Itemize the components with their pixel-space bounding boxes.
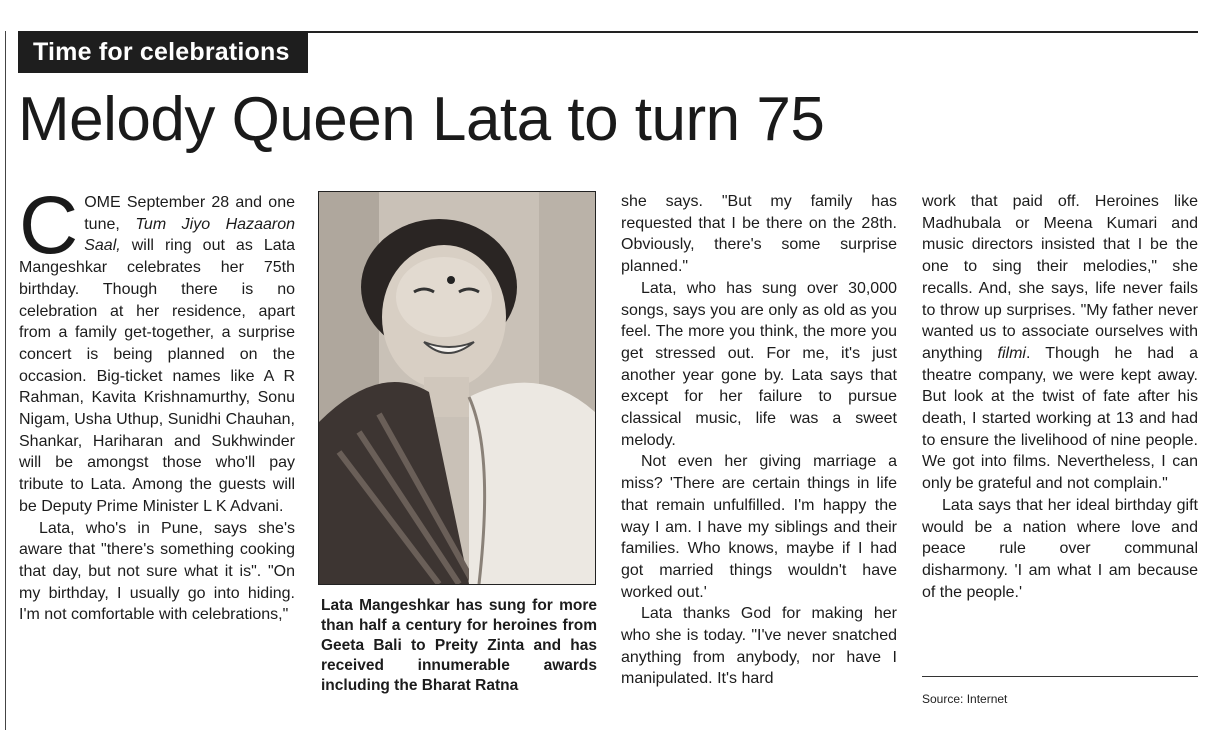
drop-cap: C xyxy=(19,180,79,271)
paragraph-4: Lata, who has sung over 30,000 songs, says you are only as old as you feel. The more you think, the more you get stressed out. For me, it's just another year gone by. Lata says that except for her failure to pursue classical music, life was a sweet melody. xyxy=(621,279,897,449)
paragraph-6: Lata thanks God for making her who she is today. "I've never snatched anything from anybody, nor have I manipulated. It's hard xyxy=(621,605,897,688)
article-column-3 xyxy=(621,191,897,690)
section-kicker: Time for celebrations xyxy=(18,31,308,73)
column-rule-left xyxy=(5,31,6,730)
song-title: Tum Jiyo Hazaaron Saal, xyxy=(84,215,296,255)
paragraph-5: Not even her giving marriage a miss? 'There are certain things in life that remain unfulfilled. I'm happy the way I am. I have my siblings and their families. Who knows, maybe if I had got married things wouldn't have worked out.' xyxy=(621,453,897,601)
emphasis-filmi: filmi xyxy=(997,344,1026,362)
paragraph-8: Lata says that her ideal birthday gift would be a nation where love and peace rule over communal disharmony. 'I am what I am because of the people.' xyxy=(922,496,1198,601)
source-rule xyxy=(922,676,1198,677)
article-column-4 xyxy=(922,191,1198,603)
paragraph-2: Lata, who's in Pune, says she's aware that "there's something cooking that day, but not sure what it is". "On my birthday, I usually go into hiding. I'm not comfortable with celebrations," xyxy=(19,519,295,624)
article-column-1 xyxy=(19,180,296,626)
paragraph-1: COME September 28 and one tune, Tum Jiyo Hazaaron Saal, will ring out as Lata Mangeshkar celebrates her 75th birthday. Though there is no celebration at her residence, apart from a family get-together, a surprise concert is being planned on the occasion. Big-ticket names like A R Rahman, Kavita Krishnamurthy, Sonu Nigam, Usha Uthup, Sunidhi Chauhan, Shankar, Hariharan and Sukhwinder will be amongst those who'll pay tribute to Lata. Among the guests will be Deputy Prime Minister L K Advani. xyxy=(19,180,296,515)
headline: Melody Queen Lata to turn 75 xyxy=(18,85,825,154)
portrait-photo xyxy=(318,191,596,585)
paragraph-7: work that paid off. Heroines like Madhubala or Meena Kumari and music directors insisted that I be the one to sing their melodies," she recalls. And, she says, life never fails to throw up surprises. "My father never wanted us to associate ourselves with anything filmi. Though he had a theatre company, we were kept away. But look at the twist of fate after his death, I started working at 13 and had to ensure the livelihood of nine people. We got into films. Nevertheless, I can only be grateful and not complain." xyxy=(922,193,1199,493)
portrait-photo-icon xyxy=(319,192,595,584)
source-credit: Source: Internet xyxy=(922,692,1008,706)
paragraph-3: she says. "But my family has requested that I be there on the 28th. Obviously, there's some surprise planned." xyxy=(621,193,897,276)
photo-caption: Lata Mangeshkar has sung for more than half a century for heroines from Geeta Bali to Preity Zinta and has received innumerable awards including the Bharat Ratna xyxy=(321,597,597,694)
